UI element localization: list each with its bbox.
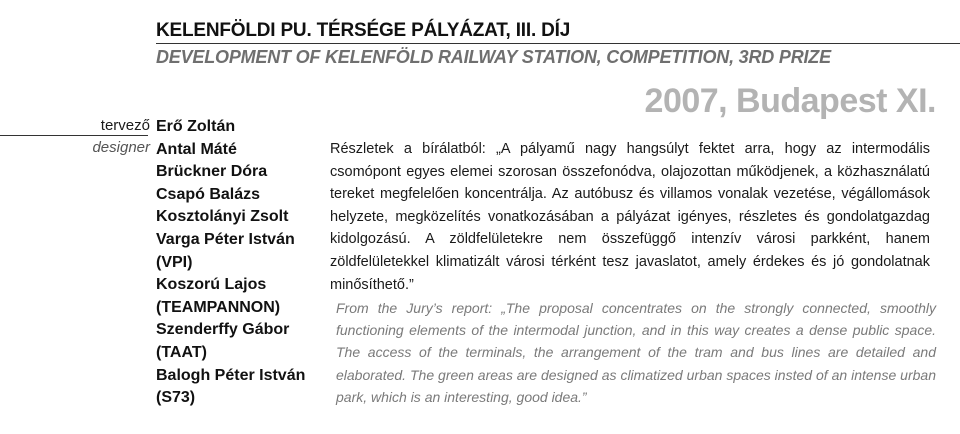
designer-name: Erő Zoltán <box>156 118 236 135</box>
designer-name: Csapó Balázs <box>156 185 261 203</box>
designer-name: Antal Máté <box>156 140 237 158</box>
designer-name: Varga Péter István <box>156 230 295 248</box>
header-divider <box>156 43 960 44</box>
designer-name: Balogh Péter István <box>156 366 306 384</box>
designer-affiliation: (VPI) <box>156 253 193 271</box>
project-title-hungarian: KELENFÖLDI PU. TÉRSÉGE PÁLYÁZAT, III. DÍJ <box>156 20 571 41</box>
designer-affiliation: (TAAT) <box>156 343 207 361</box>
designer-name: Kosztolányi Zsolt <box>156 208 289 226</box>
designer-name: Koszorú Lajos <box>156 276 267 294</box>
project-title-english: DEVELOPMENT OF KELENFÖLD RAILWAY STATION, COMPETITION, 3RD PRIZE <box>156 47 831 67</box>
role-label-english: designer <box>92 139 150 156</box>
designer-name: Szenderffy Gábor <box>156 321 290 339</box>
designer-affiliation: (TEAMPANNON) <box>156 298 281 316</box>
designer-list <box>156 116 316 410</box>
year-and-location: 2007, Budapest XI. <box>644 82 936 120</box>
credits-divider <box>0 135 148 136</box>
designer-name: Brückner Dóra <box>156 163 268 181</box>
jury-report-hungarian: Részletek a bírálatból: „A pályamű nagy hangsúlyt fektet arra, hogy az intermodális csomópont egyes elemei szorosan összefonódva, olajozottan működjenek, a közhasználatú tereket megfelelően koncentrálja. Az autóbusz és villamos vonalak vezetése, végállomások helyzete, megközelítés vonatkozásában a pályázat igényes, részletes és gondolatgazdag kidolgozású. A zöldfelületekre nem összefüggő intenzív városi parkként, hanem zöldfelületekkel klimatizált városi térként tesz javaslatot, amely érdekes és jó gondolatnak minősíthető.” <box>330 141 930 293</box>
designer-affiliation: (S73) <box>156 389 196 407</box>
jury-report-english: From the Jury’s report: „The proposal concentrates on the strongly connected, smoothly functioning elements of the intermodal junction, and in this way creates a dense public space. The access of the terminals, the arrangement of the tram and bus lines are detailed and elaborated. The green areas are designed as climatized urban spaces insted of an intense urban park, which is an interesting, good idea.” <box>336 300 936 405</box>
role-label-hungarian: tervező <box>100 117 150 134</box>
